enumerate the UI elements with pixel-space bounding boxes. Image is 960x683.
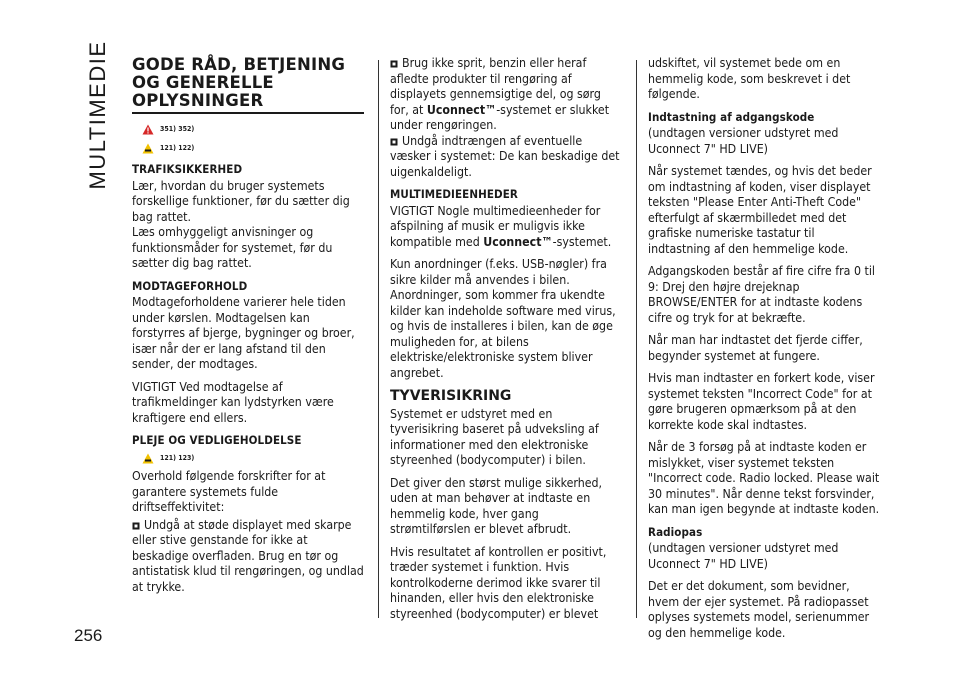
main-heading-line-2: OG GENERELLE [132,73,274,92]
column-divider-1 [378,60,379,618]
media-paragraph-1-start: VIGTIGT Nogle multimedieenheder for afspilning af musik er muligvis ikke kompatible med [390,203,601,249]
care-references: 121) 123) [160,453,195,462]
code-paragraph-5: Hvis man indtaster en forkert kode, viser systemet teksten "Incorrect Code" for at gøre brugeren opmærksom på at den korrekte kode skal indtastes. [648,371,875,432]
theft-title: TYVERISIKRING [390,388,512,404]
passport-paragraph-2: Det er det dokument, som bevidner, hvem der ejer systemet. På radiopasset oplyses systemets model, serienummer og den hemmelige kode. [648,579,870,640]
reception-title: MODTAGEFORHOLD [132,278,248,293]
caution-reference-row [142,141,364,157]
care-bullet-2-end: -systemet er slukket under rengøringen. [390,102,610,132]
passport-paragraph-1: (undtagen versioner udstyret med Uconnect 7" HD LIVE) [648,541,839,571]
code-paragraph-1: (undtagen versioner udstyret med Uconnect 7" HD LIVE) [648,126,839,156]
radio-passport-title: Radiopas [648,524,703,539]
traffic-paragraph-2: Læs omhyggeligt anvisninger og funktionsmåder for systemet, før du sætter dig bag rattet. [132,225,333,270]
column-divider-2 [636,60,637,618]
main-heading [132,56,364,114]
care-title: PLEJE OG VEDLIGEHOLDELSE [132,433,302,447]
care-bullet-2 [390,56,622,134]
traffic-paragraph-1: Lær, hvordan du bruger systemets forskellige funktioner, før du sætter dig bag rattet. [132,178,350,224]
brand-name: Uconnect™ [483,234,553,249]
sidebar-title-text: MULTIMEDIE [85,40,110,190]
reception-paragraph-1: Modtageforholdene varierer hele tiden under kørslen. Modtagelsen kan forstyrres af bjerge, bygninger og broer, især når der er lang afstand til den sender, der modtages. [132,295,355,371]
media-paragraph-1 [390,204,622,251]
care-bullet-3-text: Undgå indtrængen af eventuelle væsker i systemet: De kan beskadige det uigenkaldeligt. [390,133,620,179]
section-sidebar-title [78,40,118,190]
media-paragraph-2: Kun anordninger (f.eks. USB-nøgler) fra sikre kilder må anvendes i bilen. Anordninger, som kommer fra ukendte kilder kan indeholde software med virus, og hvis de installeres i bilen, kan de øge muligheden for, at bilens elektriske/elektroniske system bliver angrebet. [390,257,616,380]
media-title: MULTIMEDIEENHEDER [390,187,518,201]
bullet-icon [390,135,398,143]
theft-paragraph-2: Det giver den størst mulige sikkerhed, uden at man behøver at indtaste en hemmelig kode, hver gang strømtilførslen er blevet afbrudt. [390,475,603,536]
media-paragraph-1-end: -systemet. [552,234,612,249]
care-caution-row [142,451,364,467]
code-entry-title: Indtastning af adgangskode [648,109,815,124]
caution-icon [142,453,154,464]
column-3 [648,56,880,648]
theft-paragraph-3: Hvis resultatet af kontrollen er positivt, træder systemet i funktion. Hvis kontrolkoderne derimod ikke svarer til hinanden, eller hvis den elektroniske styreenhed (bodycomputer) er blevet [390,544,607,621]
brand-name: Uconnect™ [426,102,497,117]
theft-paragraph-1: Systemet er udstyret med en tyverisikring baseret på udveksling af informationer med den elektroniske styreenhed (bodycomputer) i bilen. [390,406,599,467]
main-heading-line-1: GODE RÅD, BETJENING [132,55,346,74]
code-paragraph-6: Når de 3 forsøg på at indtaste koden er mislykket, viser systemet teksten "Incorrect code. Radio locked. Please wait 30 minutes". Når denne tekst forsvinder, kan man igen begynde at indtaste koden. [648,440,880,516]
warning-references: 351) 352) [160,125,195,133]
code-paragraph-2: Når systemet tændes, og hvis det beder om indtastning af koden, viser displayet teksten "Please Enter Anti-Theft Code" efterfulgt af skærmbilledet med det grafiske numeriske tastatur til indtastning af den hemmelige kode. [648,164,872,256]
care-bullet-3 [390,134,622,181]
theft-continued-paragraph: udskiftet, vil systemet bede om en hemmelig kode, som beskrevet i det følgende. [648,56,851,101]
code-paragraph-4: Når man har indtastet det fjerde ciffer, begynder systemet at fungere. [648,333,863,363]
warning-triangle-icon [142,124,154,135]
column-2 [390,56,622,629]
caution-references: 121) 122) [160,143,195,152]
care-bullet-1 [132,518,364,596]
page-number: 256 [74,626,103,645]
column-1 [132,56,364,602]
main-heading-line-3: OPLYSNINGER [132,91,264,110]
warning-reference-row [142,122,364,138]
care-bullet-2-text: Brug ikke sprit, benzin eller heraf afledte produkter til rengøring af displayets gennemsigtige del, og sørg for, at [390,56,601,117]
reception-paragraph-2: VIGTIGT Ved modtagelse af trafikmeldinger kan lydstyrken være kraftigere end ellers. [132,379,334,425]
code-paragraph-3: Adgangskoden består af fire cifre fra 0 til 9: Drej den højre drejeknap BROWSE/ENTER for at indtaste kodens cifre og tryk for at bekræfte. [648,264,875,325]
care-paragraph-1: Overhold følgende forskrifter for at garantere systemets fulde driftseffektivitet: [132,469,326,514]
bullet-icon [132,519,140,527]
traffic-safety-title: TRAFIKSIKKERHED [132,162,243,176]
care-bullet-1-text: Undgå at støde displayet med skarpe eller stive genstande for ikke at beskadige overfladen. Brug en tør og antistatisk klud til rengøringen, og undlad at trykke. [132,517,364,594]
bullet-icon [390,57,398,65]
caution-icon [142,143,154,154]
